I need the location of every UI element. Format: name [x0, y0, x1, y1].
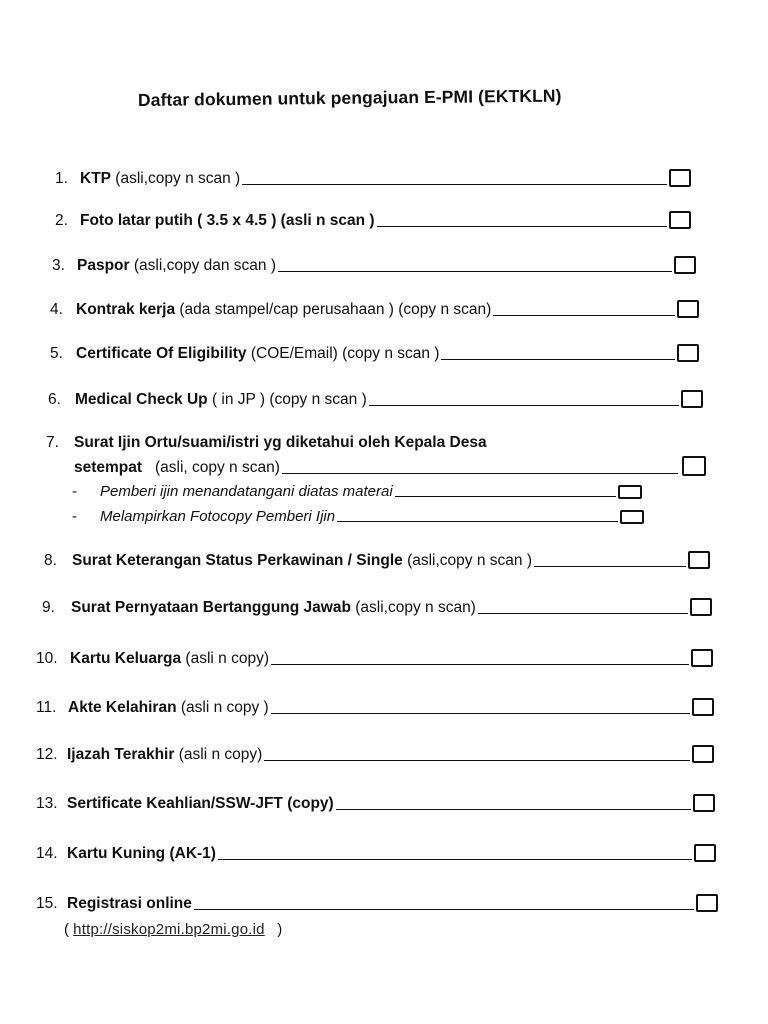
fill-line: [271, 664, 689, 665]
item-label: Surat Keterangan Status Perkawinan / Single (asli,copy n scan ): [72, 552, 532, 569]
item-label: Paspor (asli,copy dan scan ): [77, 257, 277, 274]
item-number: 6.: [48, 391, 61, 408]
checkbox-registrasi[interactable]: [696, 894, 718, 912]
sub-item-2: [72, 507, 644, 525]
item-number: 13.: [36, 795, 58, 812]
item-label: Medical Check Up ( in JP ) (copy n scan ): [75, 391, 367, 408]
checkbox-kontrak[interactable]: [677, 300, 699, 318]
item-label: Certificate Of Eligibility (COE/Email) (copy n scan ): [76, 345, 440, 362]
sub-dash: -: [72, 483, 77, 500]
item-label-line2: setempat: [74, 459, 143, 476]
checkbox-coe[interactable]: [677, 344, 699, 362]
checkbox-kartu-kuning[interactable]: [694, 844, 716, 862]
item-label: KTP (asli,copy n scan ): [80, 170, 241, 187]
checkbox-surat-ijin[interactable]: [682, 456, 706, 476]
item-label-line1: Surat Ijin Ortu/suami/istri yg diketahui oleh Kepala Desa: [74, 434, 487, 451]
checklist-item-13: [36, 793, 715, 813]
registration-url-link[interactable]: http://siskop2mi.bp2mi.go.id: [73, 921, 265, 938]
fill-line: [395, 496, 616, 497]
checkbox-materai[interactable]: [618, 485, 642, 499]
checkbox-sertificate[interactable]: [693, 794, 715, 812]
checklist-item-5: [50, 343, 699, 363]
fill-line: [271, 713, 690, 714]
checkbox-fotocopy[interactable]: [620, 510, 644, 524]
item-number: 2.: [55, 212, 68, 229]
registration-url-line: ( http://siskop2mi.bp2mi.go.id ): [64, 921, 283, 938]
item-number: 5.: [50, 345, 63, 362]
fill-line: [377, 226, 667, 227]
checklist-item-8: [44, 550, 710, 570]
sub-item-label: Pemberi ijin menandatangani diatas materai: [100, 483, 393, 500]
item-number: 1.: [55, 170, 68, 187]
fill-line: [336, 809, 691, 810]
checklist-item-15: [36, 893, 718, 913]
item-number: 12.: [36, 746, 58, 763]
checklist-item-3: [52, 255, 696, 275]
fill-line: [369, 405, 679, 406]
item-label: Kartu Keluarga (asli n copy): [70, 650, 269, 667]
checkbox-ktp[interactable]: [669, 169, 691, 187]
item-label: Surat Pernyataan Bertanggung Jawab (asli,copy n scan): [71, 599, 476, 616]
item-label: Sertificate Keahlian/SSW-JFT (copy): [67, 795, 334, 812]
checkbox-akte[interactable]: [692, 698, 714, 716]
fill-line: [337, 521, 618, 522]
item-number: 10.: [36, 650, 58, 667]
checkbox-kartu-keluarga[interactable]: [691, 649, 713, 667]
item-label: Ijazah Terakhir (asli n copy): [67, 746, 263, 763]
fill-line: [282, 473, 678, 474]
checklist-item-1: [55, 168, 691, 188]
fill-line: [218, 859, 692, 860]
item-label: Kontrak kerja (ada stampel/cap perusahaan ) (copy n scan): [76, 301, 492, 318]
checkbox-paspor[interactable]: [674, 256, 696, 274]
checkbox-medical[interactable]: [681, 390, 703, 408]
item-number: 3.: [52, 257, 65, 274]
fill-line: [534, 566, 686, 567]
fill-line: [264, 760, 690, 761]
checklist-item-11: [36, 697, 714, 717]
fill-line: [278, 271, 672, 272]
item-label: Akte Kelahiran (asli n copy ): [68, 699, 269, 716]
checkbox-status-perkawinan[interactable]: [688, 551, 710, 569]
sub-item-label: Melampirkan Fotocopy Pemberi Ijin: [100, 508, 336, 525]
fill-line: [242, 184, 667, 185]
checklist-item-4: [50, 299, 699, 319]
item-number: 7.: [46, 434, 59, 451]
item-number: 9.: [42, 599, 55, 616]
checklist-item-14: [36, 843, 716, 863]
checklist-item-12: [36, 744, 714, 764]
item-label: Registrasi online: [67, 895, 192, 912]
checklist-item-7: [46, 434, 706, 477]
item-number: 8.: [44, 552, 57, 569]
page-title: Daftar dokumen untuk pengajuan E-PMI (EKTKLN): [137, 85, 562, 110]
checklist-item-10: [36, 648, 713, 668]
item-number: 15.: [36, 895, 58, 912]
checkbox-foto[interactable]: [669, 211, 691, 229]
checkbox-pernyataan[interactable]: [690, 598, 712, 616]
sub-dash: -: [72, 508, 77, 525]
checklist-item-6: [48, 389, 703, 409]
item-number: 11.: [36, 699, 57, 716]
fill-line: [441, 359, 675, 360]
item-number: 4.: [50, 301, 63, 318]
checklist-item-2: [55, 210, 691, 230]
sub-item-1: [72, 482, 642, 500]
checklist-item-9: [42, 597, 712, 617]
fill-line: [478, 613, 688, 614]
item-label: Kartu Kuning (AK-1): [67, 845, 216, 862]
item-label: Foto latar putih ( 3.5 x 4.5 ) (asli n scan ): [80, 212, 375, 229]
fill-line: [194, 909, 694, 910]
checkbox-ijazah[interactable]: [692, 745, 714, 763]
fill-line: [493, 315, 675, 316]
item-label-rest: (asli, copy n scan): [142, 459, 280, 476]
item-number: 14.: [36, 845, 58, 862]
